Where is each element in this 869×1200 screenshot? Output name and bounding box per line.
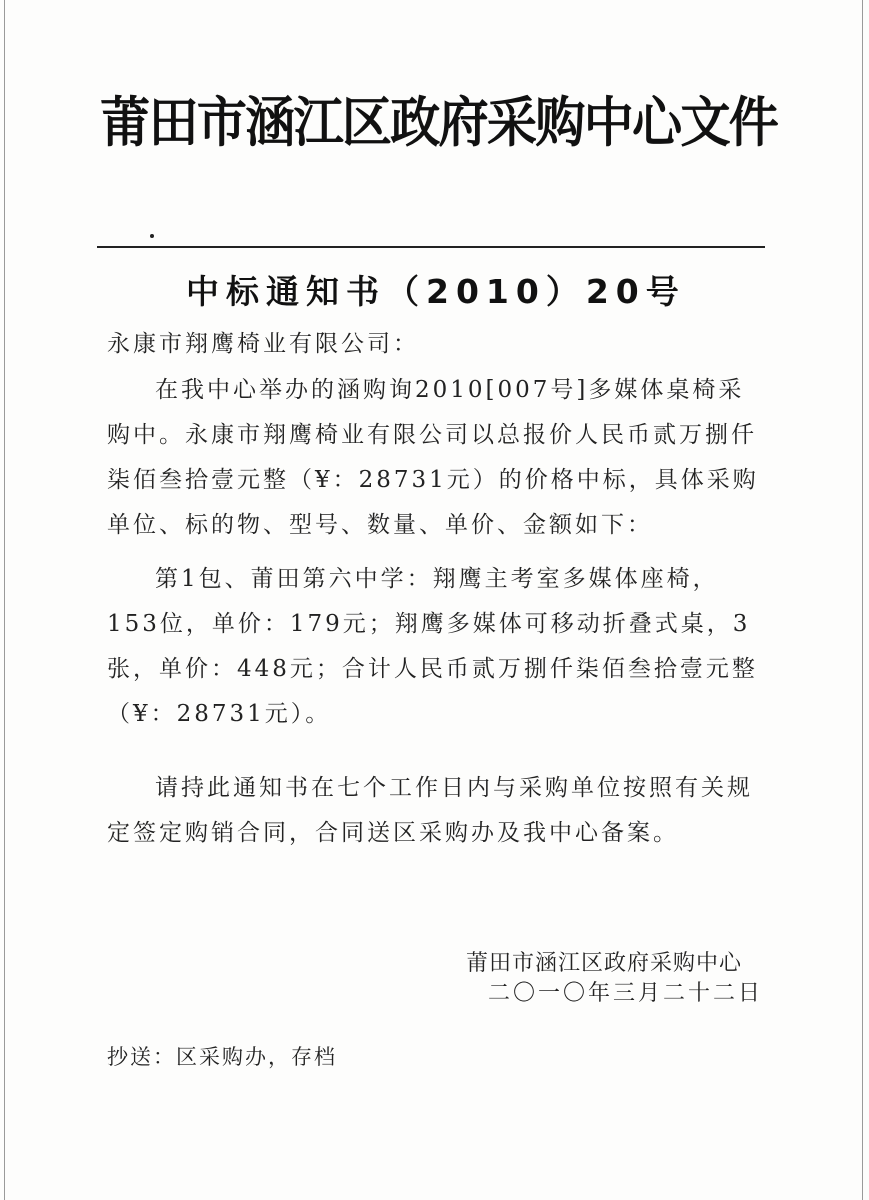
signature-date: 二〇一〇年三月二十二日 xyxy=(488,981,764,1006)
paragraph-package-details: 第1包、莆田第六中学：翔鹰主考室多媒体座椅，153位，单价：179元；翔鹰多媒体可移动折叠式桌，3张，单价：448元；合计人民币贰万捌仟柒佰叁拾壹元整（¥：28731元）。 xyxy=(107,566,758,727)
header-dot-mark xyxy=(150,234,154,238)
paragraph-award: 在我中心举办的涵购询2010[007号]多媒体桌椅采购中。永康市翔鹰椅业有限公司以总报价人民币贰万捌仟柒佰叁拾壹元整（¥：28731元）的价格中标，具体采购单位、标的物、型号、数量、单价、金额如下： xyxy=(107,377,759,538)
header-divider xyxy=(97,246,765,248)
paragraph-contract-instructions: 请持此通知书在七个工作日内与采购单位按照有关规定签定购销合同，合同送区采购办及我中心备案。 xyxy=(107,775,753,846)
document-header-title: 莆田市涵江区政府采购中心文件 xyxy=(100,90,778,154)
notice-title: 中标通知书（2010）20号 xyxy=(186,272,686,311)
left-scan-edge xyxy=(4,0,5,1200)
signature-organization: 莆田市涵江区政府采购中心 xyxy=(466,951,743,976)
carbon-copy-line: 抄送：区采购办，存档 xyxy=(107,1045,337,1069)
right-scan-edge xyxy=(862,0,863,1200)
addressee: 永康市翔鹰椅业有限公司： xyxy=(107,331,419,357)
